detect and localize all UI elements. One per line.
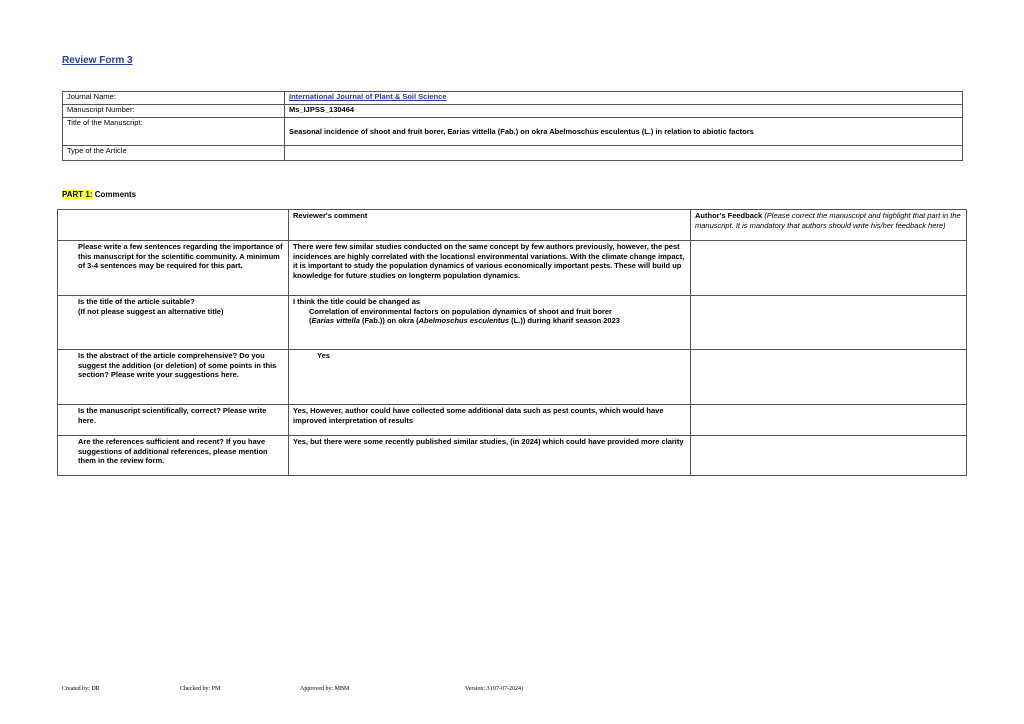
author-feedback-header <box>691 210 967 241</box>
footer-version: Version: 3 (07-07-2024) <box>465 686 523 692</box>
manuscript-title-value: Seasonal incidence of shoot and fruit borer, Earias vittella (Fab.) on okra Abelmoschus esculentus (L.) in relation to abiotic factors <box>285 118 963 146</box>
form-title: Review Form 3 <box>62 55 133 66</box>
manuscript-title-label: Title of the Manuscript: <box>63 118 285 146</box>
article-type-row <box>63 146 963 161</box>
question-title-line1: Is the title of the article suitable? <box>78 297 195 306</box>
comment-row-references <box>58 436 967 476</box>
comment-title-line3 <box>293 316 686 326</box>
paren-open: ( <box>309 316 312 325</box>
author-feedback-title: Author's Feedback <box>695 211 763 220</box>
author-feedback-scientific[interactable] <box>691 405 967 436</box>
comment-abstract-text: Yes <box>317 351 330 360</box>
manuscript-number-label: Manuscript Number: <box>63 105 285 118</box>
species-earias: Earias vittella <box>311 316 360 325</box>
manuscript-number-row <box>63 105 963 118</box>
footer-approved: Approved by: MBM <box>300 686 350 692</box>
manuscript-info-table <box>62 91 963 161</box>
comments-table <box>57 209 967 476</box>
part1-heading <box>62 190 136 199</box>
comment-title <box>289 296 691 350</box>
comment-row-scientific <box>58 405 967 436</box>
title-mid: (Fab.)) on okra ( <box>359 316 419 325</box>
author-feedback-title[interactable] <box>691 296 967 350</box>
question-abstract: Is the abstract of the article comprehensive? Do you suggest the addition (or deletion) of some points in this section? Please write your suggestions here. <box>58 350 289 405</box>
comment-importance: There were few similar studies conducted on the same concept by few authors previously, however, the pest incidences are highly correlated with the locationsl environmental variations. With the climate change impact, it is important to study the population dynamics of various economically important pests. These will build up knowledge for future studies on longterm population dynamics. <box>289 241 691 296</box>
comment-abstract <box>289 350 691 405</box>
author-feedback-references[interactable] <box>691 436 967 476</box>
question-title <box>58 296 289 350</box>
comment-title-line2: Correlation of environmental factors on population dynamics of shoot and fruit borer <box>309 306 612 316</box>
author-feedback-importance[interactable] <box>691 241 967 296</box>
title-end: (L.)) during kharif season 2023 <box>509 316 620 325</box>
comment-title-line1: I think the title could be changed as <box>293 297 421 306</box>
journal-link[interactable]: International Journal of Plant & Soil Science <box>285 92 963 105</box>
question-scientific: Is the manuscript scientifically, correct? Please write here. <box>58 405 289 436</box>
journal-row <box>63 92 963 105</box>
footer-checked: Checked by: PM <box>180 686 221 692</box>
question-references: Are the references sufficient and recent? If you have suggestions of additional references, please mention them in the review form. <box>58 436 289 476</box>
comment-scientific: Yes, However, author could have collected some additional data such as pest counts, which would have improved interpretation of results <box>289 405 691 436</box>
comment-row-importance <box>58 241 967 296</box>
comment-row-abstract <box>58 350 967 405</box>
comment-references: Yes, but there were some recently published similar studies, (in 2024) which could have provided more clarity <box>289 436 691 476</box>
species-abelmoschus: Abelmoschus esculentus <box>418 316 510 325</box>
comments-header-row <box>58 210 967 241</box>
journal-label: Journal Name: <box>63 92 285 105</box>
question-importance: Please write a few sentences regarding the importance of this manuscript for the scientific community. A minimum of 3-4 sentences may be required for this part. <box>58 241 289 296</box>
article-type-label: Type of the Article <box>63 146 285 161</box>
footer-created: Created by: DR <box>62 686 100 692</box>
author-feedback-abstract[interactable] <box>691 350 967 405</box>
reviewer-comment-header: Reviewer's comment <box>289 210 691 241</box>
part1-suffix: Comments <box>92 190 137 199</box>
author-feedback-note: (Please correct the manuscript and highlight that part in the manuscript. It is mandatory that authors should write his/her feedback here) <box>695 211 961 230</box>
manuscript-number-value: Ms_IJPSS_130464 <box>285 105 963 118</box>
manuscript-title-row <box>63 118 963 146</box>
part1-label: PART 1: <box>62 190 93 199</box>
question-title-line2: (If not please suggest an alternative title) <box>78 306 224 316</box>
question-header <box>58 210 289 241</box>
article-type-value <box>285 146 963 161</box>
comment-row-title <box>58 296 967 350</box>
